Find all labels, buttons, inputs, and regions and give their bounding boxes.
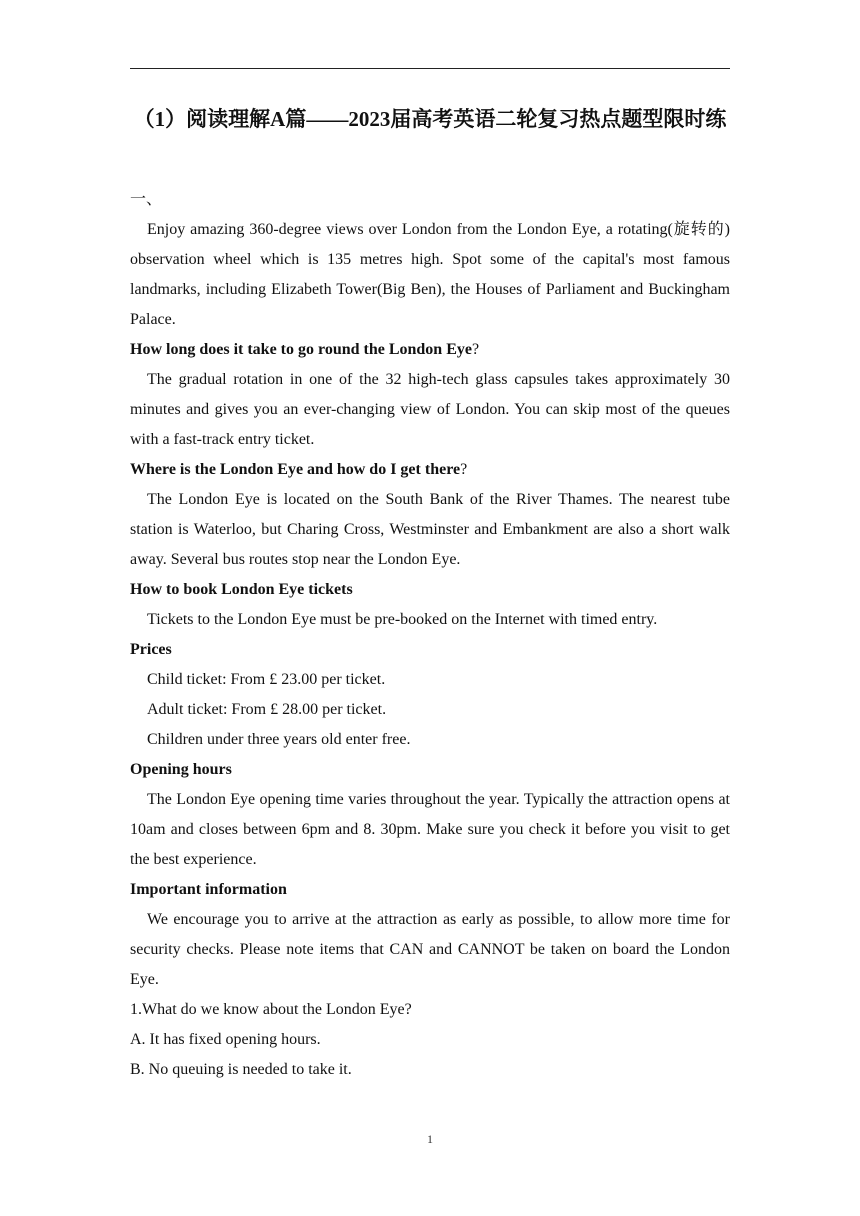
section-text-duration: The gradual rotation in one of the 32 high-tech glass capsules takes approximately 30 minutes and gives you an ever-changing view of London. You can skip most of the queues with a fast-track entry ticket. — [130, 371, 730, 448]
question-option-a: A. It has fixed opening hours. — [130, 1031, 321, 1048]
section-heading-booking: How to book London Eye tickets — [130, 581, 353, 598]
price-line-free: Children under three years old enter free. — [147, 731, 411, 748]
important-heading: Important information — [130, 881, 287, 898]
heading-text: How long does it take to go round the London Eye — [130, 341, 472, 358]
price-line-adult: Adult ticket: From £ 28.00 per ticket. — [147, 701, 387, 718]
heading-tail: ? — [460, 461, 468, 478]
section-text-location: The London Eye is located on the South Bank of the River Thames. The nearest tube station is Waterloo, but Charing Cross, Westminster and Embankment are also a short walk away. Several bus routes stop near the London Eye. — [130, 491, 730, 568]
price-line-child: Child ticket: From £ 23.00 per ticket. — [147, 671, 386, 688]
section-heading-duration — [130, 335, 730, 365]
section-marker: 一、 — [130, 191, 163, 208]
question-option-b: B. No queuing is needed to take it. — [130, 1061, 352, 1078]
heading-text: Where is the London Eye and how do I get there — [130, 461, 461, 478]
important-text: We encourage you to arrive at the attraction as early as possible, to allow more time for security checks. Please note items that CAN and CANNOT be taken on board the London Eye. — [130, 911, 730, 988]
section-text-booking: Tickets to the London Eye must be pre-booked on the Internet with timed entry. — [147, 611, 658, 628]
prices-heading: Prices — [130, 641, 172, 658]
section-heading-location — [130, 455, 730, 485]
header-rule — [130, 68, 730, 69]
opening-text: The London Eye opening time varies throughout the year. Typically the attraction opens at 10am and closes between 6pm and 8. 30pm. Make sure you check it before you visit to get the best experience. — [130, 791, 730, 868]
document-body — [130, 185, 730, 1085]
opening-heading: Opening hours — [130, 761, 232, 778]
heading-tail: ? — [471, 341, 480, 358]
document-title: （1）阅读理解A篇——2023届高考英语二轮复习热点题型限时练 — [133, 107, 727, 131]
question-stem: 1.What do we know about the London Eye? — [130, 1001, 412, 1018]
intro-paragraph: Enjoy amazing 360-degree views over London from the London Eye, a rotating(旋转的) observation wheel which is 135 metres high. Spot some of the capital's most famous landmarks, including Elizabeth Tower(Big Ben), the Houses of Parliament and Buckingham Palace. — [130, 221, 730, 328]
page-number: 1 — [427, 1132, 433, 1146]
